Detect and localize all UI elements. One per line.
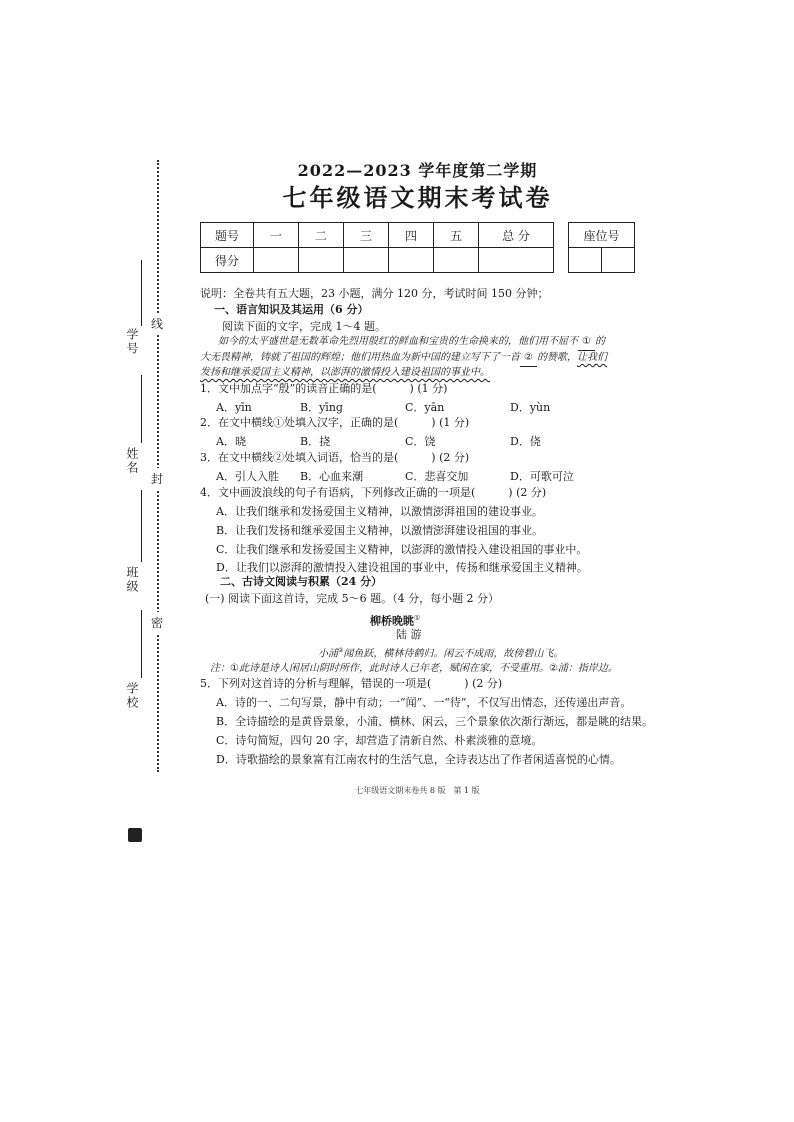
poem-author: 陆 游 bbox=[396, 628, 422, 641]
q4-option-d[interactable]: D．让我们以澎湃的激情投入建设祖国的事业中，传扬和继承爱国主义精神。 bbox=[216, 561, 588, 574]
blank-2: ② bbox=[520, 350, 537, 367]
school-field[interactable] bbox=[141, 610, 142, 678]
page-footer: 七年级语文期末卷共 8 版 第 1 版 bbox=[355, 786, 480, 795]
passage-text: 的 bbox=[594, 336, 605, 347]
binding-dotted-line bbox=[157, 160, 159, 772]
q5-option-d[interactable]: D．诗歌描绘的景象富有江南农村的生活气息，全诗表达出了作者闲适喜悦的心情。 bbox=[216, 753, 621, 766]
question-3: 3．在文中横线②处填入词语，恰当的是( ) (2 分) bbox=[200, 451, 470, 464]
section2-sub1: (一) 阅读下面这首诗，完成 5～6 题。（4 分，每小题 2 分） bbox=[205, 592, 500, 605]
score-row-label: 得分 bbox=[201, 248, 254, 273]
q3-option-b[interactable]: B．心血来潮 bbox=[300, 470, 364, 483]
score-header-cell: 五 bbox=[434, 223, 479, 248]
seat-label: 座位号 bbox=[569, 223, 635, 248]
score-table-score-row bbox=[201, 248, 554, 273]
wavy-sentence-start: 让我们 bbox=[576, 352, 607, 363]
score-header-cell: 一 bbox=[254, 223, 299, 248]
section2-heading: 二、古诗文阅读与积累（24 分） bbox=[220, 575, 383, 588]
question-1: 1．文中加点字“殷”的读音正确的是( ) (1 分) bbox=[200, 382, 448, 395]
class-label: 班级 bbox=[125, 566, 139, 594]
exam-subtitle: 2022—2023 学年度第二学期 bbox=[297, 161, 538, 180]
poem-note-mark: ① bbox=[414, 614, 421, 622]
score-table bbox=[200, 222, 554, 273]
question-2: 2．在文中横线①处填入汉字，正确的是( ) (1 分) bbox=[200, 416, 470, 429]
q4-option-a[interactable]: A．让我们继承和发扬爱国主义精神，以激情澎湃祖国的建设事业。 bbox=[216, 505, 543, 518]
score-cell[interactable] bbox=[344, 248, 389, 273]
passage-line-3: 发扬和继承爱国主义精神，以澎湃的激情投入建设祖国的事业中。 bbox=[200, 367, 490, 378]
fold-mark-xian: 线 bbox=[151, 313, 163, 334]
school-label: 学校 bbox=[125, 682, 139, 710]
score-cell[interactable] bbox=[479, 248, 554, 273]
student-id-field[interactable] bbox=[141, 260, 142, 326]
score-cell[interactable] bbox=[389, 248, 434, 273]
fold-mark-mi: 密 bbox=[151, 612, 163, 633]
q5-option-b[interactable]: B．全诗描绘的是黄昏景象，小浦、横林、闲云，三个景象依次渐行渐远，都是眺的结果。 bbox=[216, 715, 654, 728]
poem-note-mark-2: ② bbox=[338, 647, 344, 654]
poem-text: 小浦 bbox=[318, 648, 338, 660]
q3-option-c[interactable]: C．悲喜交加 bbox=[405, 470, 469, 483]
section1-heading: 一、语言知识及其运用（6 分） bbox=[214, 303, 369, 316]
q3-option-a[interactable]: A．引人入胜 bbox=[216, 470, 279, 483]
score-cell[interactable] bbox=[434, 248, 479, 273]
passage-text: 大无畏精神，铸就了祖国的辉煌；他们用热血为新中国的建立写下了一首 bbox=[200, 352, 520, 363]
poem-notes: 注：①此诗是诗人闲居山阴时所作，此时诗人已年老，赋闲在家，不受重用。②浦：指岸边。 bbox=[210, 663, 618, 674]
q2-option-a[interactable]: A．晓 bbox=[216, 435, 246, 448]
score-header-cell: 二 bbox=[299, 223, 344, 248]
exam-title: 七年级语文期末考试卷 bbox=[282, 183, 553, 212]
q3-option-d[interactable]: D．可歌可泣 bbox=[510, 470, 574, 483]
fold-mark-feng: 封 bbox=[151, 468, 163, 489]
poem-title-text: 柳桥晚眺 bbox=[370, 614, 414, 628]
q1-option-b[interactable]: B．yīng bbox=[300, 401, 343, 414]
student-id-label: 学号 bbox=[125, 328, 139, 356]
name-field[interactable] bbox=[141, 375, 142, 443]
question-4: 4．文中画波浪线的句子有语病，下列修改正确的一项是( ) (2 分) bbox=[200, 486, 547, 499]
passage-text: 的赞歌， bbox=[536, 352, 577, 363]
q2-option-b[interactable]: B．挠 bbox=[300, 435, 331, 448]
q1-option-c[interactable]: C．yān bbox=[405, 401, 445, 414]
name-label: 姓名 bbox=[125, 447, 139, 475]
seat-table bbox=[568, 222, 635, 273]
score-table-header-row bbox=[201, 223, 554, 248]
poem-text: 闻鱼跃，横林待鹤归。闲云不成雨，故傍碧山飞。 bbox=[343, 648, 564, 660]
poem-body bbox=[318, 643, 563, 662]
q5-option-c[interactable]: C．诗句简短，四句 20 字，却营造了清新自然、朴素淡雅的意境。 bbox=[216, 734, 543, 747]
score-cell[interactable] bbox=[254, 248, 299, 273]
class-field[interactable] bbox=[141, 490, 142, 562]
score-header-cell: 四 bbox=[389, 223, 434, 248]
score-header-cell: 题号 bbox=[201, 223, 254, 248]
q2-option-d[interactable]: D．侥 bbox=[510, 435, 541, 448]
score-header-cell: 三 bbox=[344, 223, 389, 248]
scan-mark-icon bbox=[128, 828, 142, 842]
score-cell[interactable] bbox=[299, 248, 344, 273]
seat-cell[interactable] bbox=[602, 248, 635, 273]
q4-option-c[interactable]: C．让我们继承和发扬爱国主义精神，以澎湃的激情投入建设祖国的事业中。 bbox=[216, 543, 588, 556]
section1-intro: 阅读下面的文字，完成 1～4 题。 bbox=[222, 320, 386, 333]
q1-option-a[interactable]: A．yīn bbox=[216, 401, 252, 414]
passage-text: 如今的太平盛世是无数革命先烈用殷红的鲜血和宝贵的生命换来的，他们用不屈不 bbox=[218, 336, 578, 347]
q4-option-b[interactable]: B．让我们发扬和继承爱国主义精神，以激情澎湃建设祖国的事业。 bbox=[216, 524, 544, 537]
q1-option-d[interactable]: D．yùn bbox=[510, 401, 551, 414]
q2-option-c[interactable]: C．饶 bbox=[405, 435, 436, 448]
blank-1: ① bbox=[578, 334, 595, 351]
q5-option-a[interactable]: A．诗的一、二句写景，静中有动；一“闻”、一“待”，不仅写出情态，还传递出声音。 bbox=[216, 696, 632, 709]
instructions: 说明：全卷共有五大题，23 小题，满分 120 分，考试时间 150 分钟； bbox=[200, 287, 549, 300]
seat-cell[interactable] bbox=[569, 248, 602, 273]
score-header-cell: 总 分 bbox=[479, 223, 554, 248]
question-5: 5．下列对这首诗的分析与理解，错误的一项是( ) (2 分) bbox=[200, 677, 503, 690]
passage-line-1 bbox=[218, 334, 605, 351]
